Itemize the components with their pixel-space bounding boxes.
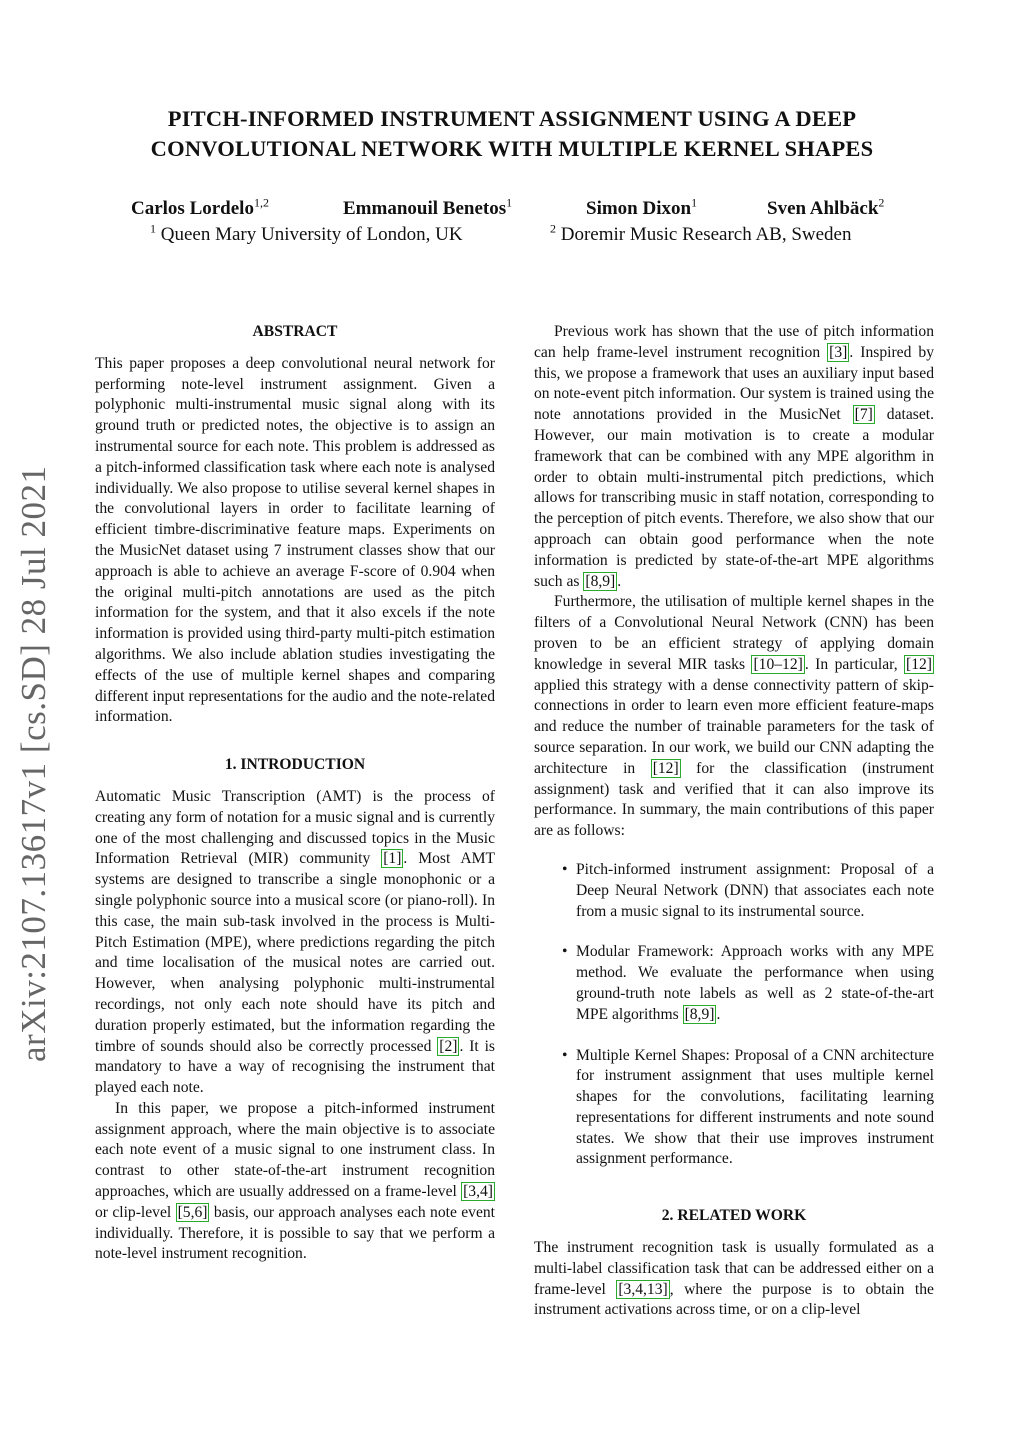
citation-link[interactable]: [2]: [439, 1037, 458, 1055]
citation-link[interactable]: [12]: [652, 759, 679, 777]
citation-link[interactable]: [7]: [854, 406, 873, 424]
right-column: [534, 322, 934, 1321]
related-work-paragraph-1: The instrument recognition task is usually formulated as a multi-label classification task that can be addressed either on a frame-level [3,4,13] , where the purpose is to obtain the instrument activations across time, or on a clip-level: [534, 1239, 934, 1319]
bullet-icon: •: [562, 1046, 568, 1064]
affiliation-2: $^2$ Doremir Music Research AB, Sweden: [550, 221, 852, 245]
list-item: • Multiple Kernel Shapes: Proposal of a CNN architecture for instrument assignment that uses multiple kernel shapes for the convolutions, facilitating learning representations for different instruments and note sound states. We show that their use improves instrument assignment performance.: [562, 1046, 934, 1168]
title-line-1: PITCH-INFORMED INSTRUMENT ASSIGNMENT USING A DEEP: [167, 106, 857, 131]
citation-link[interactable]: [3,4]: [463, 1183, 493, 1201]
contributions-list: [534, 860, 934, 1170]
introduction-heading: 1. INTRODUCTION: [224, 756, 366, 774]
author-1: Carlos Lordelo$^{1,2}$: [131, 195, 269, 219]
author-3: Simon Dixon$^1$: [586, 195, 698, 219]
author-2: Emmanouil Benetos$^1$: [343, 195, 513, 219]
related-work-heading: 2. RELATED WORK: [661, 1207, 807, 1225]
abstract-text: This paper proposes a deep convolutional neural network for performing note-level instrument assignment. Given a polyphonic multi-instrumental music signal along with its ground truth or predicted notes, the objective is to assign an instrumental source for each note. This problem is addressed as a pitch-informed classification task where each note is analysed individually. We also propose to utilise several kernel shapes in the convolutional layers in order to facilitate learning of efficient timbre-discriminative feature maps. Experiments on the MusicNet dataset using 7 instrument classes show that our approach is able to achieve an average F-score of 0.904 when the original multi-pitch annotations are used as the pitch information for the system, and that it also excels if the note information is provided using third-party multi-pitch estimation algorithms. We also include ablation studies investigating the effects of the use of multiple kernel shapes and comparing different input representations for the audio and the note-related information.: [95, 354, 495, 726]
citation-link[interactable]: [3,4,13]: [618, 1280, 668, 1298]
left-column: [95, 322, 495, 1265]
citation-link[interactable]: [12]: [906, 655, 932, 673]
list-item: • Pitch-informed instrument assignment: Proposal of a Deep Neural Network (DNN) that associates each note from a music signal to its instrumental source.: [562, 860, 934, 920]
intro-paragraph-3: Previous work has shown that the use of pitch information can help frame-level instrument recognition [3] . Inspired by this, we propose a framework that uses an auxiliary input based on note-event pitch information. Our system is trained using the note annotations provided in the MusicNet [7] dataset. However, our main motivation is to create a modular framework that can be combined with any MPE algorithm in order to obtain multi-instrumental pitch predictions, which allows for transcribing music in staff notation, corresponding to the perception of pitch events. Therefore, we also show that our approach can obtain good performance when the note information is predicted by state-of-the-art MPE algorithms such as [8,9] .: [534, 323, 935, 590]
affiliation-1: $^1$ Queen Mary University of London, UK: [150, 221, 463, 245]
title-line-2: CONVOLUTIONAL NETWORK WITH MULTIPLE KERNEL SHAPES: [150, 136, 874, 161]
bullet-icon: •: [562, 860, 568, 878]
citation-link[interactable]: [8,9]: [585, 572, 616, 590]
bullet-icon: •: [562, 943, 568, 961]
intro-paragraph-2: In this paper, we propose a pitch-informed instrument assignment approach, where the main objective is to associate each note event of a music signal to one instrument class. In contrast to other state-of-the-art instrument recognition approaches, which are usually addressed on a frame-level [3,4] or clip-level [5,6] basis, our approach analyses each note event individually. Therefore, it is possible to say that we perform a note-level instrument recognition.: [95, 1099, 496, 1263]
arxiv-identifier[interactable]: arXiv:2107.13617v1 [cs.SD] 28 Jul 2021: [14, 465, 53, 1062]
list-item: • Modular Framework: Approach works with any MPE method. We evaluate the performance when using ground-truth note labels as well as 2 state-of-the-art MPE algorithms [8,9] .: [562, 943, 934, 1023]
citation-link[interactable]: [5,6]: [177, 1203, 208, 1221]
citation-link[interactable]: [3]: [829, 343, 848, 361]
citation-link[interactable]: [8,9]: [684, 1005, 715, 1023]
intro-paragraph-4: Furthermore, the utilisation of multiple kernel shapes in the filters of a Convolutional Neural Network (CNN) has been proven to be an efficient strategy of applying domain knowledge in several MIR tasks [10–12] . In particular, [12] applied this strategy with a dense connectivity pattern of skip-connections in order to learn even more efficient feature-maps and reduce the number of trainable parameters for the task of source separation. In our work, we build our CNN adapting the architecture in [12] for the classification (instrument assignment) task and verified that it can also improve its performance. In summary, the main contributions of this paper are as follows:: [534, 593, 934, 840]
citation-link[interactable]: [1]: [383, 850, 402, 868]
author-4: Sven Ahlbäck$^2$: [767, 195, 885, 219]
abstract-heading: ABSTRACT: [252, 323, 338, 340]
paper-title: [60, 104, 964, 164]
intro-paragraph-1: Automatic Music Transcription (AMT) is the process of creating any form of notation for a music signal and is currently one of the most challenging and discussed topics in the Music Information Retrieval (MIR) community [1] . Most AMT systems are designed to transcribe a single monophonic or a single polyphonic source into a musical score (or piano-roll). In this case, the main sub-task involved in the process is Multi-Pitch Estimation (MPE), where predictions regarding the pitch and time localisation of the musical notes are carried out. However, when analysing polyphonic multi-instrumental recordings, not only each note should have its pitch and duration properly estimated, but the information regarding the timbre of sounds should also be correctly processed [2] . It is mandatory to have a way of recognising the instrument that played each note.: [95, 787, 495, 1097]
citation-link[interactable]: [10–12]: [753, 655, 803, 673]
